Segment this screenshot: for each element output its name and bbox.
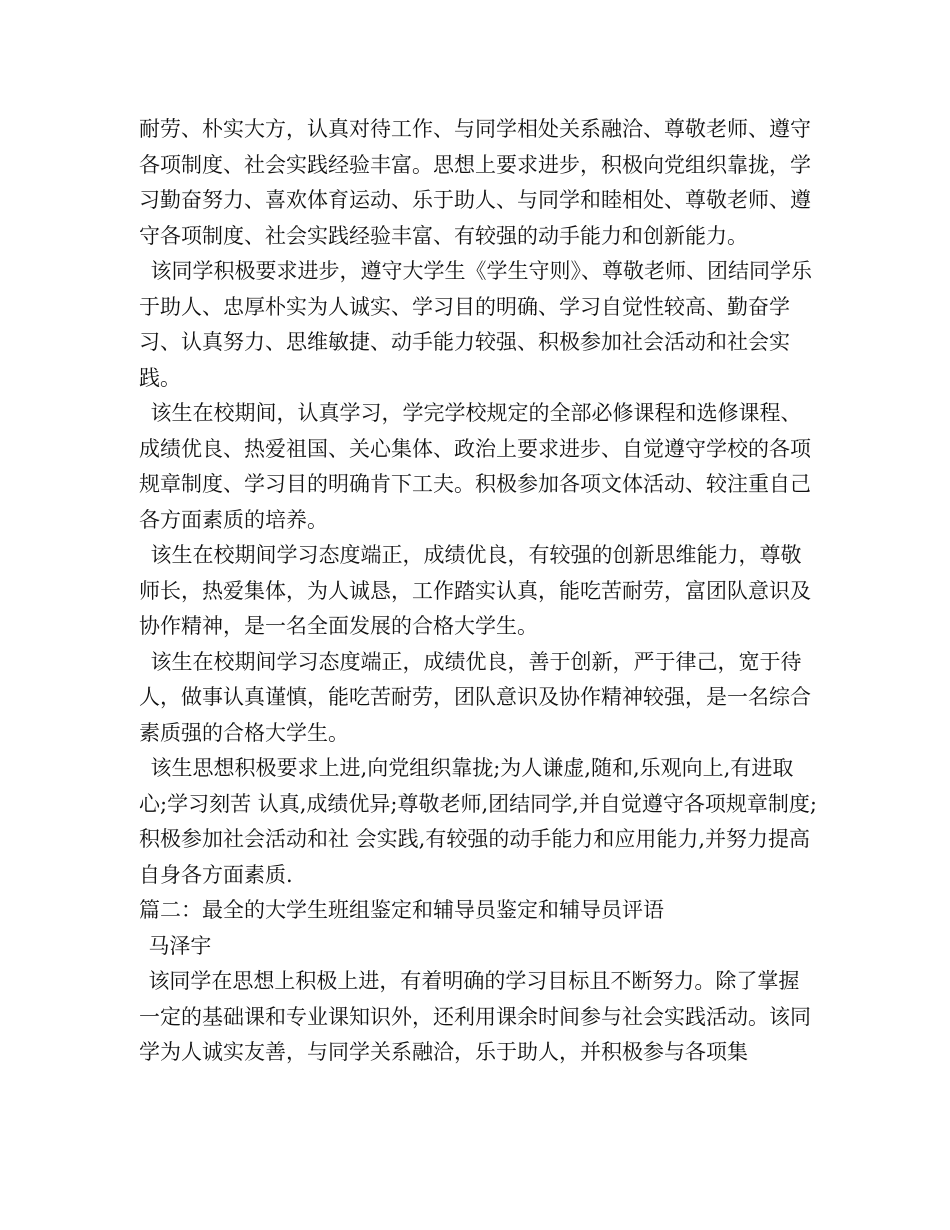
paragraph-student-evaluation: 该同学在思想上积极上进，有着明确的学习目标且不断努力。除了掌握一定的基础课和专业课知识外，还利用课余时间参与社会实践活动。该同学为人诚实友善，与同学关系融洽，乐于助人，并积极参与各项集 <box>139 969 811 1064</box>
paragraph-evaluation-2: 该生在校期间，认真学习，学完学校规定的全部必修课程和选修课程、成绩优良、热爱祖国、关心集体、政治上要求进步、自觉遵守学校的各项规章制度、学习目的明确肯下工夫。积极参加各项文体活动、较注重自己各方面素质的培养。 <box>139 401 811 532</box>
paragraph-evaluation-1: 该同学积极要求进步，遵守大学生《学生守则》、尊敬老师、团结同学乐于助人、忠厚朴实为人诚实、学习目的明确、学习自觉性较高、勤奋学习、认真努力、思维敏捷、动手能力较强、积极参加社会活动和社会实践。 <box>139 259 813 390</box>
paragraph-evaluation-5: 该生思想积极要求上进,向党组织靠拢;为人谦虚,随和,乐观向上,有进取心;学习刻苦 认真,成绩优异;尊敬老师,团结同学,并自觉遵守各项规章制度;积极参加社会活动和社 会实践,有较强的动手能力和应用能力,并努力提高自身各方面素质. <box>139 756 817 887</box>
paragraph-continuation: 耐劳、朴实大方，认真对待工作、与同学相处关系融洽、尊敬老师、遵守各项制度、社会实践经验丰富。思想上要求进步，积极向党组织靠拢，学习勤奋努力、喜欢体育运动、乐于助人、与同学和睦相处、尊敬老师、遵守各项制度、社会实践经验丰富、有较强的动手能力和创新能力。 <box>139 117 811 248</box>
section-heading: 篇二：最全的大学生班组鉴定和辅导员鉴定和辅导员评语 <box>139 898 664 922</box>
document-body <box>139 112 819 1071</box>
student-name: 马泽宇 <box>148 933 212 958</box>
paragraph-evaluation-4: 该生在校期间学习态度端正，成绩优良，善于创新，严于律己，宽于待人，做事认真谨慎，能吃苦耐劳，团队意识及协作精神较强，是一名综合素质强的合格大学生。 <box>139 649 811 745</box>
paragraph-evaluation-3: 该生在校期间学习态度端正，成绩优良，有较强的创新思维能力，尊敬师长，热爱集体，为人诚恳，工作踏实认真，能吃苦耐劳，富团队意识及协作精神，是一名全面发展的合格大学生。 <box>139 543 811 638</box>
